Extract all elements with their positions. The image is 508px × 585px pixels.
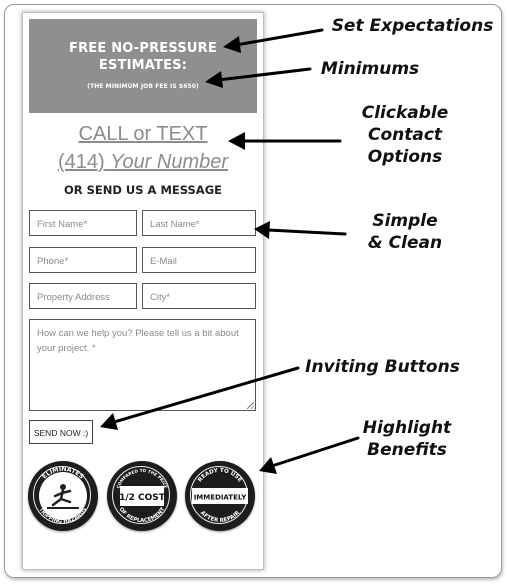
arrowhead-icon [223,36,241,53]
arrow-highlight-benefits-icon [272,438,358,466]
phone-number-placeholder: Your Number [110,151,229,173]
arrow-minimums-icon [218,69,310,80]
phone-field[interactable]: Phone* [29,247,137,273]
arrow-simple-clean-icon [268,230,345,234]
badge3-bottom-text: AFTER REPAIR [198,510,242,525]
last-name-field[interactable]: Last Name* [142,210,256,236]
arrow-inviting-buttons-icon [114,368,298,422]
callout-simple-clean: Simple & Clean [367,211,443,253]
badge3-center-text: IMMEDIATELY [193,493,247,502]
callout-clickable-contact: Clickable Contact Options [361,103,449,167]
badge1-bottom-text: TRIPPING HAZARDS [37,506,89,526]
badge3-top-text: READY TO USE [197,467,243,484]
send-now-button[interactable]: SEND NOW :) [29,420,93,444]
form-heading: OR SEND US A MESSAGE [63,183,223,197]
property-address-field[interactable]: Property Address [29,283,137,309]
city-field[interactable]: City* [142,283,256,309]
area-code: (414) [57,151,105,173]
callout-inviting-buttons: Inviting Buttons [305,357,460,377]
first-name-field[interactable]: First Name* [29,210,137,236]
email-field[interactable]: E-Mail [142,247,256,273]
arrow-set-expectations-icon [236,30,322,45]
call-or-text-link[interactable]: CALL or TEXT [78,123,208,145]
badge2-top-text: COMPARED TO THE PRICE [115,467,169,490]
badge1-top-text: ELIMINATES [41,465,85,481]
banner-subtitle: (THE MINIMUM JOB FEE IS $650) [87,83,199,90]
badge2-bottom-text: OF REPLACEMENT [117,506,167,525]
callout-highlight-benefits: Highlight Benefits [362,418,452,460]
banner-title: FREE NO-PRESSURE ESTIMATES: [69,41,217,73]
message-placeholder: How can we help you? Please tell us a bit about your project. * [37,328,239,354]
callout-minimums: Minimums [320,59,420,79]
badge2-center-text: 1/2 COST [119,493,165,503]
callout-set-expectations: Set Expectations [331,16,494,36]
